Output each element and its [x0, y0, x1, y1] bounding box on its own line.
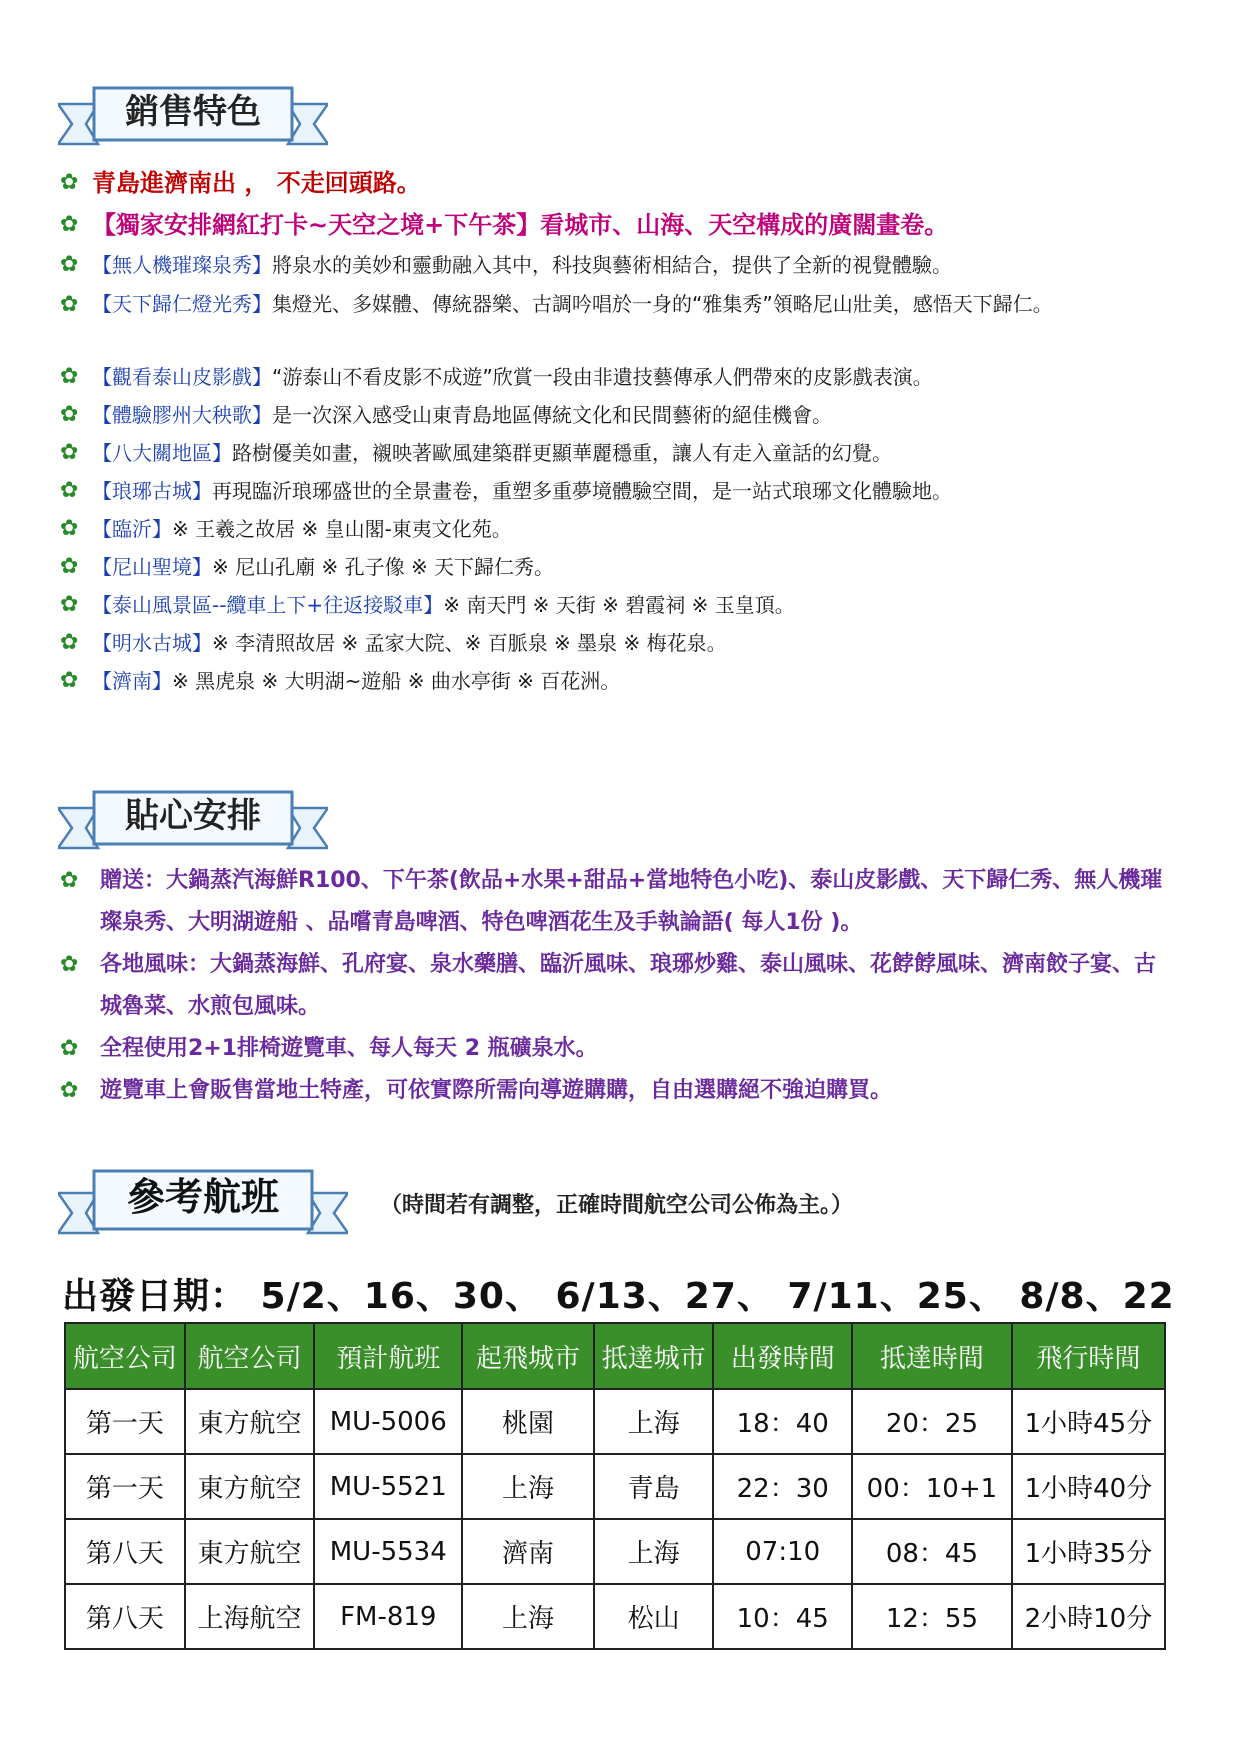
item-text: 遊覽車上會販售當地土特產，可依實際所需向導遊購購，自由選購絕不強迫購買。: [100, 1078, 893, 1103]
item-text: ※ 王羲之故居 ※ 皇山閣-東夷文化苑。: [172, 517, 512, 541]
departure-time-cell: 10：45: [713, 1584, 851, 1649]
features-banner: [58, 74, 328, 152]
table-row: [65, 1454, 1165, 1519]
flights-banner: [58, 1163, 348, 1241]
flower-icon: ✿: [60, 952, 79, 977]
arrival-city-cell: 青島: [594, 1454, 714, 1519]
column-header: 航空公司: [185, 1323, 315, 1389]
duration-cell: 2小時10分: [1012, 1584, 1165, 1649]
flight-number-cell: FM-819: [314, 1584, 462, 1649]
arrival-city-cell: 松山: [594, 1584, 714, 1649]
item-text: ※ 南天門 ※ 天街 ※ 碧霞祠 ※ 玉皇頂。: [443, 593, 795, 617]
flower-icon: ✿: [60, 630, 79, 655]
item-tag: 【泰山風景區--纜車上下+往返接駁車】: [92, 593, 444, 617]
duration-cell: 1小時35分: [1012, 1519, 1165, 1584]
column-header: 抵達城市: [594, 1323, 714, 1389]
flower-icon: ✿: [60, 170, 79, 195]
list-item: [60, 286, 1180, 360]
flower-icon: ✿: [60, 868, 79, 893]
departure-time-cell: 22：30: [713, 1454, 851, 1519]
arrival-time-cell: 20：25: [852, 1389, 1012, 1454]
table-header-row: [65, 1323, 1165, 1389]
airline-cell: 東方航空: [185, 1519, 315, 1584]
column-header: 出發時間: [713, 1323, 851, 1389]
item-text: 看城市、山海、天空構成的廣闊畫卷。: [540, 211, 949, 239]
day-cell: 第八天: [65, 1584, 185, 1649]
item-text: 路樹優美如畫，襯映著歐風建築群更顯華麗穩重，讓人有走入童話的幻覺。: [232, 441, 892, 465]
list-item: [60, 360, 1180, 398]
item-text: 青島進濟南出 ， 不走回頭路。: [92, 169, 421, 197]
flight-number-cell: MU-5521: [314, 1454, 462, 1519]
arrival-time-cell: 08：45: [852, 1519, 1012, 1584]
flower-icon: ✿: [60, 292, 79, 317]
list-item: [60, 550, 1180, 588]
column-header: 抵達時間: [852, 1323, 1012, 1389]
flower-icon: ✿: [60, 402, 79, 427]
day-cell: 第一天: [65, 1454, 185, 1519]
departure-city-cell: 桃園: [462, 1389, 593, 1454]
item-text: 贈送：大鍋蒸汽海鮮R100、下午茶(飲品+水果+甜品+當地特色小吃)、泰山皮影戲、天下歸仁秀、無人機璀璨泉秀、大明湖遊船 、品嚐青島啤酒、特色啤酒花生及手執論語( 每人1份 )。: [100, 868, 1163, 935]
flight-number-cell: MU-5006: [314, 1389, 462, 1454]
item-tag: 【濟南】: [92, 669, 172, 693]
item-text: 各地風味：大鍋蒸海鮮、孔府宴、泉水藥膳、臨沂風味、琅琊炒雞、泰山風味、花餑餑風味、濟南餃子宴、古城魯菜、水煎包風味。: [100, 952, 1157, 1019]
list-item: [60, 512, 1180, 550]
arrangements-title: 貼心安排: [125, 796, 261, 836]
departure-city-cell: 上海: [462, 1584, 593, 1649]
item-tag: 【體驗膠州大秧歌】: [92, 403, 272, 427]
table-row: [65, 1584, 1165, 1649]
departure-dates: 出發日期： 5/2、16、30、 6/13、27、 7/11、25、 8/8、22: [62, 1276, 1175, 1317]
duration-cell: 1小時45分: [1012, 1389, 1165, 1454]
list-item: [60, 664, 1180, 702]
list-item: [60, 436, 1180, 474]
item-tag: 【觀看泰山皮影戲】: [92, 365, 272, 389]
item-tag: 【琅琊古城】: [92, 479, 212, 503]
list-item: [60, 1028, 1176, 1070]
arrival-time-cell: 00：10+1: [852, 1454, 1012, 1519]
item-tag: 【八大關地區】: [92, 441, 232, 465]
table-row: [65, 1519, 1165, 1584]
flower-icon: ✿: [60, 252, 79, 277]
item-tag: 【尼山聖境】: [92, 555, 212, 579]
flower-icon: ✿: [60, 440, 79, 465]
flight-number-cell: MU-5534: [314, 1519, 462, 1584]
item-tag: 【臨沂】: [92, 517, 172, 541]
arrangements-banner: [58, 778, 328, 856]
item-text: ※ 黑虎泉 ※ 大明湖~遊船 ※ 曲水亭街 ※ 百花洲。: [172, 669, 621, 693]
features-list: [60, 165, 1180, 702]
list-item: [60, 1070, 1176, 1112]
table-row: [65, 1389, 1165, 1454]
item-tag: 【天下歸仁燈光秀】: [92, 292, 272, 316]
item-text: 再現臨沂琅琊盛世的全景畫卷，重塑多重夢境體驗空間，是一站式琅琊文化體驗地。: [212, 479, 952, 503]
list-item: [60, 626, 1180, 664]
list-item: [60, 398, 1180, 436]
item-text: 將泉水的美妙和靈動融入其中，科技與藝術相結合，提供了全新的視覺體驗。: [272, 253, 952, 277]
duration-cell: 1小時40分: [1012, 1454, 1165, 1519]
list-item: [60, 165, 1180, 205]
flights-title: 參考航班: [126, 1175, 279, 1219]
item-tag: 【明水古城】: [92, 631, 212, 655]
flower-icon: ✿: [60, 364, 79, 389]
flower-icon: ✿: [60, 1078, 79, 1103]
item-tag: 【獨家安排網紅打卡~天空之境+下午茶】: [92, 211, 541, 239]
departure-city-cell: 濟南: [462, 1519, 593, 1584]
departure-time-cell: 07:10: [713, 1519, 851, 1584]
airline-cell: 東方航空: [185, 1389, 315, 1454]
airline-cell: 東方航空: [185, 1454, 315, 1519]
list-item: [60, 588, 1180, 626]
item-text: 全程使用2+1排椅遊覽車、每人每天 2 瓶礦泉水。: [100, 1036, 598, 1061]
flower-icon: ✿: [60, 478, 79, 503]
item-text: ※ 尼山孔廟 ※ 孔子像 ※ 天下歸仁秀。: [212, 555, 555, 579]
list-item: [60, 944, 1176, 1028]
features-title: 銷售特色: [125, 92, 261, 132]
arrival-city-cell: 上海: [594, 1389, 714, 1454]
flower-icon: ✿: [60, 1036, 79, 1061]
flower-icon: ✿: [60, 212, 79, 237]
list-item: [60, 205, 1180, 249]
list-item: [60, 249, 1180, 286]
flight-table: [64, 1322, 1166, 1650]
flights-note: （時間若有調整，正確時間航空公司公佈為主。）: [380, 1193, 854, 1218]
day-cell: 第一天: [65, 1389, 185, 1454]
item-text: 集燈光、多媒體、傳統器樂、古調吟唱於一身的“雅集秀”領略尼山壯美，感悟天下歸仁。: [272, 292, 1053, 316]
list-item: [60, 474, 1180, 512]
departure-time-cell: 18：40: [713, 1389, 851, 1454]
departure-city-cell: 上海: [462, 1454, 593, 1519]
arrival-time-cell: 12：55: [852, 1584, 1012, 1649]
list-item: [60, 860, 1176, 944]
column-header: 起飛城市: [462, 1323, 593, 1389]
flower-icon: ✿: [60, 668, 79, 693]
item-tag: 【無人機璀璨泉秀】: [92, 253, 272, 277]
column-header: 航空公司: [65, 1323, 185, 1389]
arrangements-list: [60, 860, 1176, 1112]
airline-cell: 上海航空: [185, 1584, 315, 1649]
arrival-city-cell: 上海: [594, 1519, 714, 1584]
flower-icon: ✿: [60, 554, 79, 579]
item-text: ※ 李清照故居 ※ 孟家大院、※ 百脈泉 ※ 墨泉 ※ 梅花泉。: [212, 631, 727, 655]
flower-icon: ✿: [60, 592, 79, 617]
item-text: 是一次深入感受山東青島地區傳統文化和民間藝術的絕佳機會。: [272, 403, 832, 427]
column-header: 預計航班: [314, 1323, 462, 1389]
day-cell: 第八天: [65, 1519, 185, 1584]
column-header: 飛行時間: [1012, 1323, 1165, 1389]
flower-icon: ✿: [60, 516, 79, 541]
item-text: “游泰山不看皮影不成遊”欣賞一段由非遺技藝傳承人們帶來的皮影戲表演。: [272, 365, 933, 389]
